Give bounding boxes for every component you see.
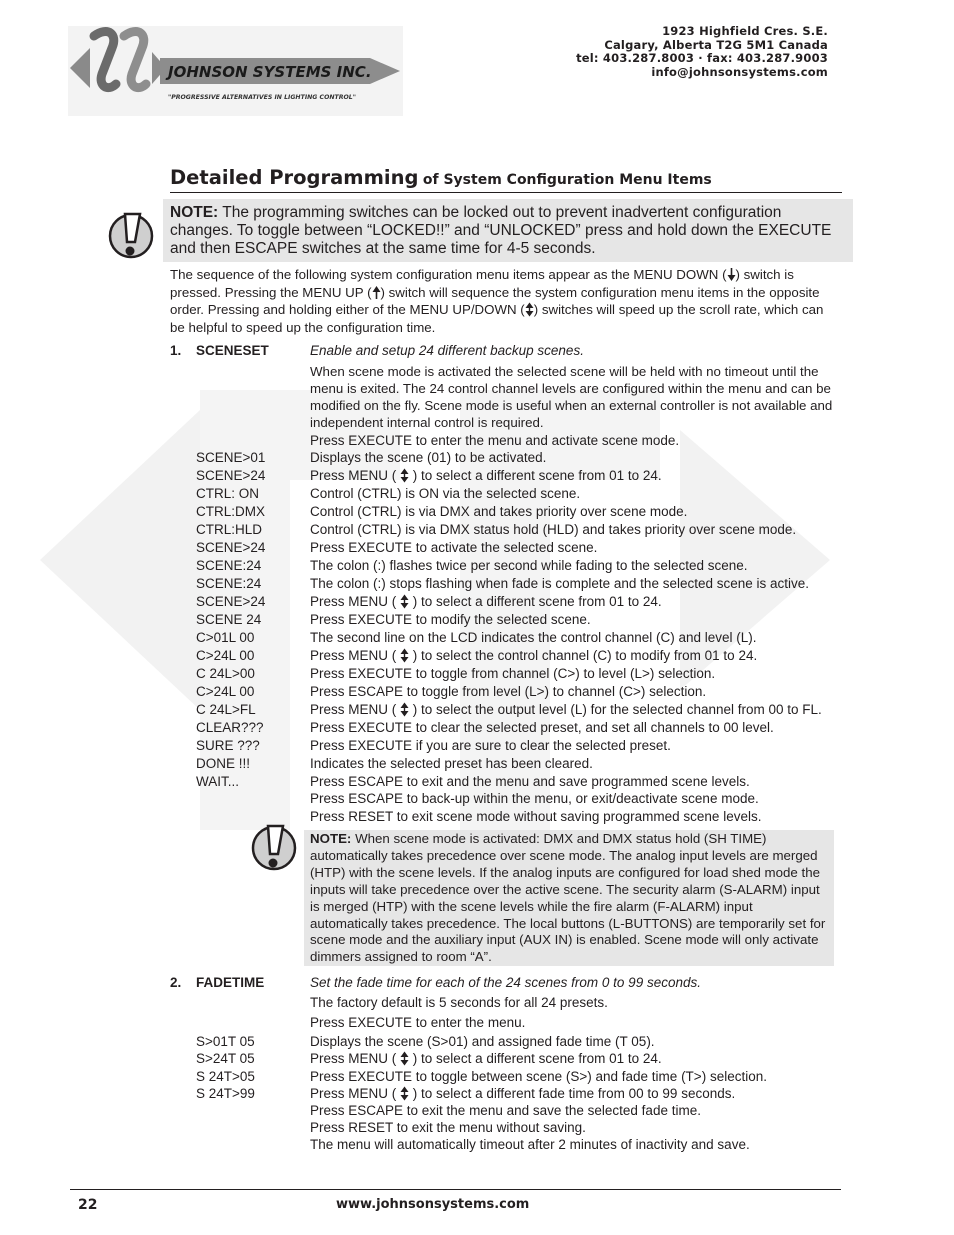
- lcd-code: SCENE>24: [196, 540, 266, 555]
- menu-description: [310, 702, 822, 717]
- address-phone: tel: 403.287.8003 · fax: 403.287.9003: [576, 51, 828, 66]
- company-address: [576, 25, 828, 79]
- description-text: ) to select a different scene from 01 to 24.: [412, 468, 662, 483]
- instruction-line: Press RESET to exit scene mode without saving programmed scene levels.: [310, 809, 762, 824]
- lcd-code: C 24L>FL: [196, 702, 256, 717]
- description-text: The colon (:) flashes twice per second while fading to the selected scene.: [310, 558, 748, 573]
- description-text: Press MENU (: [310, 468, 397, 483]
- menu-description: [310, 468, 662, 483]
- description-text: Press MENU (: [310, 648, 397, 663]
- up-down-arrow-icon: [525, 302, 534, 317]
- description-text: Press EXECUTE to activate the selected scene.: [310, 540, 598, 555]
- lcd-code: C>24L 00: [196, 648, 255, 663]
- up-down-arrow-icon: [400, 1051, 409, 1066]
- section2-enter: Press EXECUTE to enter the menu.: [310, 1015, 526, 1030]
- menu-description: [310, 756, 593, 771]
- description-text: Press ESCAPE to exit and the menu and save programmed scene levels.: [310, 774, 750, 789]
- lcd-code: C 24L>00: [196, 666, 255, 681]
- description-text: Press MENU (: [310, 594, 397, 609]
- section1-description: When scene mode is activated the selected scene will be held with no timeout until the menu is exited. The 24 control channel levels are configured within the menu and can be modified on the fly. Scene mode is useful when an external controller is not available and independent internal control is required.: [310, 364, 833, 430]
- menu-description: [310, 1051, 662, 1066]
- description-text: The colon (:) stops flashing when fade is complete and the selected scene is active.: [310, 576, 810, 591]
- lcd-code: CTRL: ON: [196, 486, 260, 501]
- page-title: [170, 166, 842, 193]
- intro-text-2: ) switch is pressed. Pressing the MENU UP (: [170, 267, 794, 300]
- lcd-code: SCENE>24: [196, 468, 266, 483]
- menu-description: [310, 630, 757, 645]
- note-label: NOTE:: [310, 831, 352, 846]
- up-down-arrow-icon: [400, 702, 409, 717]
- description-text: Press MENU (: [310, 1051, 397, 1067]
- description-text: Displays the scene (01) to be activated.: [310, 450, 547, 465]
- menu-description: [310, 522, 796, 537]
- description-text: Control (CTRL) is ON via the selected scene.: [310, 486, 581, 501]
- title-main: Detailed Programming: [170, 166, 419, 189]
- description-text: Control (CTRL) is via DMX status hold (HLD) and takes priority over scene mode.: [310, 522, 797, 537]
- note-lockout: [163, 199, 853, 262]
- lcd-code: SCENE:24: [196, 558, 262, 573]
- intro-text-4: ) switches will speed up the scroll rate, which can be helpful to speed up the configuration time.: [170, 302, 824, 335]
- description-text: The second line on the LCD indicates the control channel (C) and level (L).: [310, 630, 757, 645]
- address-email: info@johnsonsystems.com: [651, 64, 828, 79]
- note-text: The programming switches can be locked out to prevent inadvertent configuration changes. To toggle between “LOCKED!!” and “UNLOCKED” press and hold down the EXECUTE and then ESCAPE switches at the same time for 4-5 seconds.: [170, 204, 832, 257]
- lcd-code: CTRL:DMX: [196, 504, 266, 519]
- lcd-code: C>01L 00: [196, 630, 255, 645]
- description-text: ) to select the control channel (C) to modify from 01 to 24.: [412, 648, 758, 663]
- intro-paragraph: [170, 266, 840, 336]
- description-text: Press EXECUTE to toggle between scene (S>) and fade time (T>) selection.: [310, 1068, 767, 1084]
- menu-description: [310, 450, 546, 465]
- menu-description: [310, 504, 687, 519]
- tagline-text: "PROGRESSIVE ALTERNATIVES IN LIGHTING CONTROL": [168, 94, 356, 101]
- lcd-code: CTRL:HLD: [196, 522, 263, 537]
- menu-description: [310, 720, 774, 735]
- description-text: Indicates the selected preset has been cleared.: [310, 756, 593, 771]
- menu-description: [310, 648, 757, 663]
- note-text: When scene mode is activated: DMX and DMX status hold (SH TIME) automatically takes precedence over scene mode. The analog input levels are merged (HTP) with the scene levels. If the analog inputs are configured for load shed mode the inputs will take precedence over the active scene. The security alarm (S-ALARM) input is merged (HTP) with the scene levels while the fire alarm (F-ALARM) input automatically takes precedence. The local buttons (L-BUTTONS) are temporarily set for scene mode and the auxiliary input (AUX IN) is enabled. Scene mode will only activate dimmers assigned to room “A”.: [310, 831, 826, 965]
- description-text: Press EXECUTE to clear the selected preset, and set all channels to 00 level.: [310, 720, 774, 735]
- footer-website[interactable]: www.johnsonsystems.com: [336, 1197, 530, 1212]
- menu-description: [310, 774, 750, 789]
- note-label: NOTE:: [170, 204, 219, 221]
- lcd-code: WAIT...: [196, 774, 239, 789]
- description-text: Displays the scene (S>01) and assigned fade time (T 05).: [310, 1034, 655, 1049]
- lcd-code: SCENE>24: [196, 594, 266, 609]
- section2-name: FADETIME: [196, 975, 265, 990]
- lcd-code: S>24T 05: [196, 1051, 255, 1067]
- section1-enter: Press EXECUTE to enter the menu and activate scene mode.: [310, 433, 680, 448]
- up-down-arrow-icon: [400, 648, 409, 663]
- description-text: ) to select a different fade time from 00 to 99 seconds.: [412, 1085, 736, 1101]
- description-text: Press ESCAPE to toggle from level (L>) to channel (C>) selection.: [310, 684, 707, 699]
- menu-description: [310, 684, 706, 699]
- up-down-arrow-icon: [400, 468, 409, 483]
- description-text: Press MENU (: [310, 1085, 397, 1101]
- menu-description: [310, 612, 591, 627]
- up-arrow-icon: [372, 285, 381, 300]
- lcd-code: SCENE 24: [196, 612, 262, 627]
- section2-default: The factory default is 5 seconds for all 24 presets.: [310, 995, 608, 1010]
- lcd-code: CLEAR???: [196, 720, 264, 735]
- description-text: Press EXECUTE if you are sure to clear the selected preset.: [310, 738, 671, 753]
- menu-description: [310, 576, 809, 591]
- instruction-line: Press RESET to exit the menu without saving.: [310, 1120, 586, 1135]
- description-text: Press MENU (: [310, 702, 397, 717]
- menu-description: [310, 666, 715, 681]
- menu-description: [310, 558, 748, 573]
- section1-name: SCENESET: [196, 343, 269, 358]
- down-arrow-icon: [727, 267, 736, 282]
- description-text: Press EXECUTE to modify the selected scene.: [310, 612, 591, 627]
- instruction-line: The menu will automatically timeout after 2 minutes of inactivity and save.: [310, 1137, 750, 1152]
- lcd-code: S>01T 05: [196, 1034, 255, 1049]
- company-logo: [68, 26, 403, 116]
- lcd-code: SCENE>01: [196, 450, 266, 465]
- company-name-text: JOHNSON SYSTEMS INC.: [168, 63, 372, 81]
- description-text: ) to select a different scene from 01 to 24.: [412, 1051, 662, 1067]
- section1-summary: Enable and setup 24 different backup scenes.: [310, 343, 584, 358]
- menu-description: [310, 738, 671, 753]
- footer-divider: [70, 1189, 841, 1190]
- description-text: ) to select a different scene from 01 to 24.: [412, 594, 662, 609]
- section2-summary: Set the fade time for each of the 24 scenes from 0 to 99 seconds.: [310, 975, 701, 990]
- menu-description: [310, 594, 662, 609]
- menu-description: [310, 1069, 767, 1084]
- lcd-code: C>24L 00: [196, 684, 255, 699]
- page-number: 22: [78, 1197, 98, 1213]
- intro-text-3: ) switch will sequence the system configuration menu items in the opposite order. Pressing and holding either of the MENU UP/DOWN (: [170, 284, 820, 317]
- menu-description: [310, 540, 597, 555]
- menu-description: [310, 1034, 655, 1049]
- address-street: 1923 Highfield Cres. S.E.: [662, 24, 828, 38]
- description-text: Press EXECUTE to toggle from channel (C>) to level (L>) selection.: [310, 666, 716, 681]
- description-text: ) to select the output level (L) for the selected channel from 00 to FL.: [412, 702, 822, 717]
- caution-icon: [106, 210, 156, 260]
- instruction-line: Press ESCAPE to back-up within the menu, or exit/deactivate scene mode.: [310, 791, 759, 806]
- lcd-code: SURE ???: [196, 738, 260, 753]
- lcd-code: S 24T>05: [196, 1068, 255, 1084]
- description-text: Control (CTRL) is via DMX and takes priority over scene mode.: [310, 504, 688, 519]
- lcd-code: SCENE:24: [196, 576, 262, 591]
- lcd-code: DONE !!!: [196, 756, 251, 771]
- instruction-line: Press ESCAPE to exit the menu and save the selected fade time.: [310, 1103, 701, 1118]
- note-scene-mode: [304, 830, 834, 966]
- caution-icon: [249, 822, 299, 872]
- section2-number: 2.: [170, 975, 182, 990]
- menu-description: [310, 486, 580, 501]
- up-down-arrow-icon: [400, 594, 409, 609]
- address-city: Calgary, Alberta T2G 5M1 Canada: [604, 37, 828, 52]
- title-sub: of System Configuration Menu Items: [422, 172, 712, 188]
- up-down-arrow-icon: [400, 1086, 409, 1101]
- menu-description: [310, 1086, 735, 1101]
- lcd-code: S 24T>99: [196, 1085, 255, 1101]
- intro-text-1: The sequence of the following system configuration menu items appear as the MENU DOWN (: [170, 267, 727, 282]
- section1-number: 1.: [170, 343, 182, 358]
